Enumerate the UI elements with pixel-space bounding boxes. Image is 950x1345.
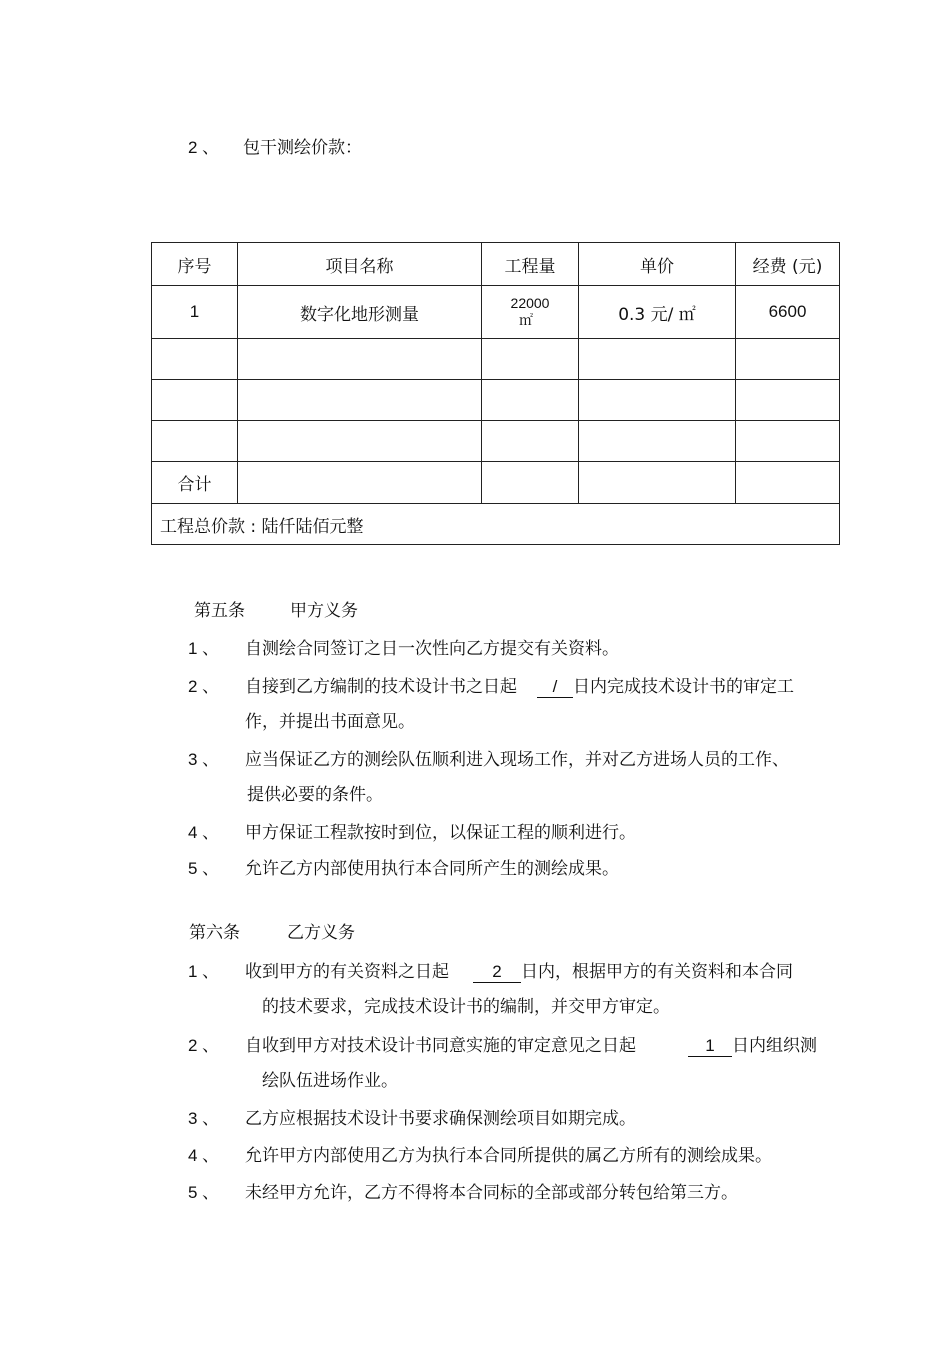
a5-item1-number: 1 、 [188,639,220,658]
section-item-title: 包干测绘价款： [243,138,362,158]
cell-item-name: 数字化地形测量 [238,286,482,339]
header-quantity: 工程量 [482,243,579,286]
a5-item4-number: 4 、 [188,823,220,842]
table-row [152,380,840,421]
a5-item1-text: 自测绘合同签订之日一次性向乙方提交有关资料。 [245,639,619,659]
table-row [152,286,840,339]
a5-item5-number: 5 、 [188,859,220,878]
header-unit-price: 单价 [579,243,736,286]
a5-item3-cont: 提供必要的条件。 [247,785,383,805]
a5-item3-number: 3 、 [188,750,220,769]
a6-item2-pre: 自收到甲方对技术设计书同意实施的审定意见之日起 [245,1036,636,1056]
quantity-value: 22000 [510,294,550,311]
table-header-row [152,243,840,286]
header-item-name: 项目名称 [238,243,482,286]
a6-item4-text: 允许甲方内部使用乙方为执行本合同所提供的属乙方所有的测绘成果。 [245,1146,772,1166]
a6-item1-days-blank: 2 [473,962,521,983]
quantity-unit: ㎡ [519,313,533,329]
a6-item2-text [245,1031,817,1057]
a6-item3-number: 3 、 [188,1109,220,1128]
a5-item2-cont: 作，并提出书面意见。 [245,712,415,732]
a6-item5-number: 5 、 [188,1183,220,1202]
a6-item2-number: 2 、 [188,1036,220,1055]
cell-total-price: 工程总价款 : 陆仟陆佰元整 [152,504,840,545]
a5-item2-text [245,672,794,698]
a5-item5-text: 允许乙方内部使用执行本合同所产生的测绘成果。 [245,859,619,879]
article5-title: 第五条 [194,601,245,621]
a5-item2-post: 日内完成技术设计书的审定工 [573,677,794,697]
cell-sum-label: 合计 [152,462,238,504]
article6-subtitle: 乙方义务 [287,923,355,943]
a5-item4-text: 甲方保证工程款按时到位，以保证工程的顺利进行。 [245,823,636,843]
a6-item1-text [245,957,793,983]
cell-quantity [482,286,579,339]
a6-item2-days-blank: 1 [688,1036,732,1057]
a6-item2-cont: 绘队伍进场作业。 [262,1071,398,1091]
price-table [151,242,840,545]
article6-title: 第六条 [189,923,240,943]
a5-item2-pre: 自接到乙方编制的技术设计书之日起 [245,677,517,697]
cell-index: 1 [152,286,238,339]
a6-item3-text: 乙方应根据技术设计书要求确保测绘项目如期完成。 [245,1109,636,1129]
a6-item2-post: 日内组织测 [732,1036,817,1056]
section-item-number: 2 、 [188,138,220,157]
table-total-row [152,504,840,545]
a5-item2-number: 2 、 [188,677,220,696]
cell-cost: 6600 [736,286,840,339]
a5-item3-text: 应当保证乙方的测绘队伍顺利进入现场工作，并对乙方进场人员的工作、 [245,750,789,770]
a6-item4-number: 4 、 [188,1146,220,1165]
header-index: 序号 [152,243,238,286]
a6-item1-cont: 的技术要求，完成技术设计书的编制，并交甲方审定。 [262,997,670,1017]
a5-item2-days-blank: / [537,677,573,698]
table-row [152,339,840,380]
article5-subtitle: 甲方义务 [290,601,358,621]
cell-unit-price: 0.3 元/ ㎡ [579,286,736,339]
a6-item1-number: 1 、 [188,962,220,981]
table-row [152,421,840,462]
header-cost: 经费 (元) [736,243,840,286]
table-sum-row [152,462,840,504]
a6-item1-pre: 收到甲方的有关资料之日起 [245,962,449,982]
a6-item1-post: 日内，根据甲方的有关资料和本合同 [521,962,793,982]
a6-item5-text: 未经甲方允许，乙方不得将本合同标的全部或部分转包给第三方。 [245,1183,738,1203]
